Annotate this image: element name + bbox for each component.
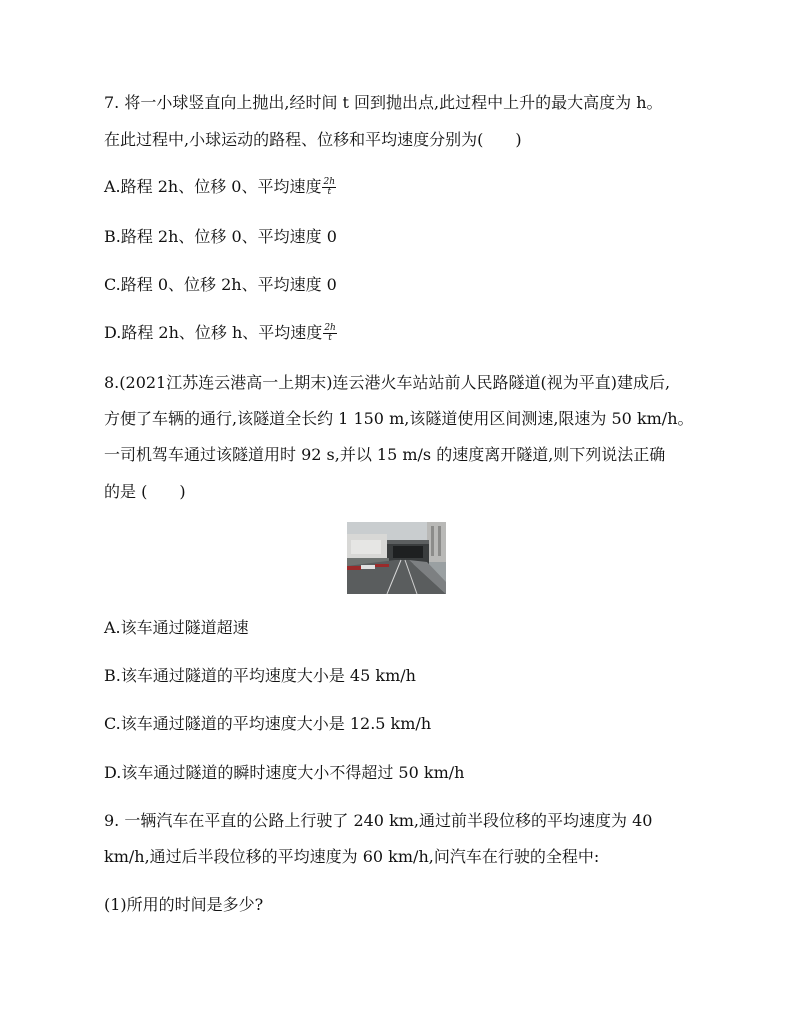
q8-stem-line-3: 一司机驾车通过该隧道用时 92 s,并以 15 m/s 的速度离开隧道,则下列说法正确	[104, 445, 666, 464]
q7-option-b: B.路程 2h、位移 0、平均速度 0	[104, 227, 337, 246]
q8-stem-line-2: 方便了车辆的通行,该隧道全长约 1 150 m,该隧道使用区间测速,限速为 50 km/h。	[104, 409, 694, 428]
q7-option-d	[104, 322, 337, 344]
fraction-numerator: 2h	[324, 323, 336, 333]
q8-option-a: A.该车通过隧道超速	[104, 618, 249, 637]
fraction-denominator: t	[328, 333, 332, 343]
fraction-numerator: 2h	[323, 177, 336, 187]
q7-option-a-text: A.路程 2h、位移 0、平均速度	[104, 177, 322, 196]
q7-stem-line-2: 在此过程中,小球运动的路程、位移和平均速度分别为( )	[104, 130, 522, 149]
q9-subquestion-1: (1)所用的时间是多少?	[104, 895, 264, 914]
q9-stem-line-1: 9. 一辆汽车在平直的公路上行驶了 240 km,通过前半段位移的平均速度为 40	[104, 811, 653, 830]
q7-option-a	[104, 176, 336, 198]
q8-option-c: C.该车通过隧道的平均速度大小是 12.5 km/h	[104, 714, 432, 733]
q8-stem-line-1: 8.(2021江苏连云港高一上期末)连云港火车站站前人民路隧道(视为平直)建成后,	[104, 373, 671, 392]
q8-option-b: B.该车通过隧道的平均速度大小是 45 km/h	[104, 666, 416, 685]
fraction-denominator: t	[327, 187, 332, 197]
q7-option-d-text: D.路程 2h、位移 h、平均速度	[104, 323, 323, 342]
q8-stem-line-4: 的是 ( )	[104, 482, 186, 501]
fraction-2h-over-t	[323, 324, 337, 343]
fraction-2h-over-t	[322, 178, 336, 197]
tunnel-photo	[347, 522, 446, 594]
q9-stem-line-2: km/h,通过后半段位移的平均速度为 60 km/h,问汽车在行驶的全程中:	[104, 847, 600, 866]
q7-option-c: C.路程 0、位移 2h、平均速度 0	[104, 275, 337, 294]
q7-stem-line-1: 7. 将一小球竖直向上抛出,经时间 t 回到抛出点,此过程中上升的最大高度为 h。	[104, 93, 663, 112]
tunnel-photo-drawing	[347, 522, 446, 594]
q8-option-d: D.该车通过隧道的瞬时速度大小不得超过 50 km/h	[104, 763, 465, 782]
